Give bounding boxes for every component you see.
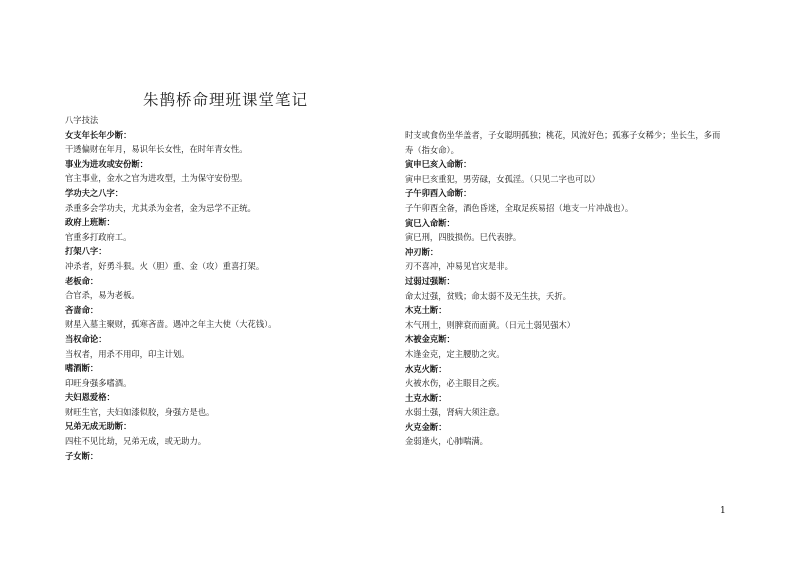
note-line: 寅申巳亥重犯，男劳碌，女孤淫。（只见二字也可以） (405, 173, 600, 184)
section-heading: 土克水断： (405, 392, 447, 403)
right-column (405, 128, 735, 449)
section-heading: 打架八字： (65, 246, 107, 257)
section-heading: 子午卯酉入命断： (405, 188, 472, 199)
section-heading: 冲刃断： (405, 246, 439, 257)
note-line: 干透偏财在年月，易识年长女性，在时年青女性。 (65, 144, 248, 155)
section-heading: 事业为进攻或安份断： (65, 158, 148, 169)
section-heading: 老板命： (65, 275, 99, 286)
note-line: 四柱不见比劫，兄弟无成，或无助力。 (65, 436, 207, 447)
section-heading: 嗜酒断： (65, 363, 99, 374)
section-heading: 火克金断： (405, 421, 447, 432)
note-line: 官重多打政府工。 (65, 231, 132, 242)
section-heading: 过弱过强断： (405, 275, 455, 286)
section-heading: 寅巳入命断： (405, 217, 455, 228)
section-heading: 当权命论： (65, 333, 107, 344)
left-column (65, 113, 365, 463)
document-title: 朱鹊桥命理班课堂笔记 (143, 91, 309, 109)
note-line: 子午卯酉全备，酒色昏迷，全取足疾易招（地支一片冲战也）。 (405, 202, 634, 213)
note-line: 寿（指女命）。 (405, 144, 459, 155)
note-line: 当权者，用杀不用印，印主计划。 (65, 348, 190, 359)
note-line: 杀重多会学功夫，尤其杀为金者，金为忌学不正统。 (65, 202, 256, 213)
section-heading: 水克火断： (405, 363, 447, 374)
note-line: 合官杀，易为老板。 (65, 290, 140, 301)
note-line: 木气刑土，则脾衰而面黄。（日元土弱见强木） (405, 319, 576, 330)
section-heading: 夫妇恩爱格： (65, 392, 115, 403)
section-heading: 女支年长年少断： (65, 129, 132, 140)
note-line: 冲杀者，好勇斗狠。火（胆）重、金（攻）重喜打架。 (65, 260, 265, 271)
note-line: 印旺身强多嗜酒。 (65, 377, 132, 388)
note-line: 时支或食伤坐华盖者，子女聪明孤独；桃花，风流好色；孤寡子女稀少；坐长生，多而 (405, 130, 721, 140)
section-heading: 寅申巳亥入命断： (405, 159, 472, 170)
note-line: 刃不喜冲，冲易见官灾是非。 (405, 261, 513, 272)
note-line: 火被水伤，必主眼目之疾。 (405, 378, 505, 389)
section-heading: 木克土断： (405, 305, 447, 316)
note-line: 财旺生官，夫妇如漆似胶，身强方是也。 (65, 406, 215, 417)
page-number: 1 (720, 506, 726, 516)
section-heading: 吝啬命： (65, 304, 99, 315)
section-heading: 木被金克断： (405, 334, 455, 345)
note-line: 八字技法 (65, 115, 99, 125)
note-line: 命太过强，贫贱；命太弱不及无生扶，夭折。 (405, 290, 571, 301)
note-line: 官主事业，金水之官为进攻型，土为保守安份型。 (65, 173, 248, 184)
section-heading: 子女断： (65, 450, 99, 461)
section-heading: 政府上班断： (65, 217, 115, 228)
note-line: 财星入墓主聚财，孤寒吝啬。遇冲之年主大使（大花钱）。 (65, 319, 277, 330)
section-heading: 学功夫之八字： (65, 187, 124, 198)
note-line: 木逢金克，定主腰肋之灾。 (405, 348, 505, 359)
note-line: 金弱逢火，心肺喘满。 (405, 436, 488, 447)
section-heading: 兄弟无成无助断： (65, 421, 132, 432)
note-line: 水弱土强，肾病大须注意。 (405, 407, 505, 418)
note-line: 寅巳刑，四肢损伤。巳代表脖。 (405, 232, 522, 243)
